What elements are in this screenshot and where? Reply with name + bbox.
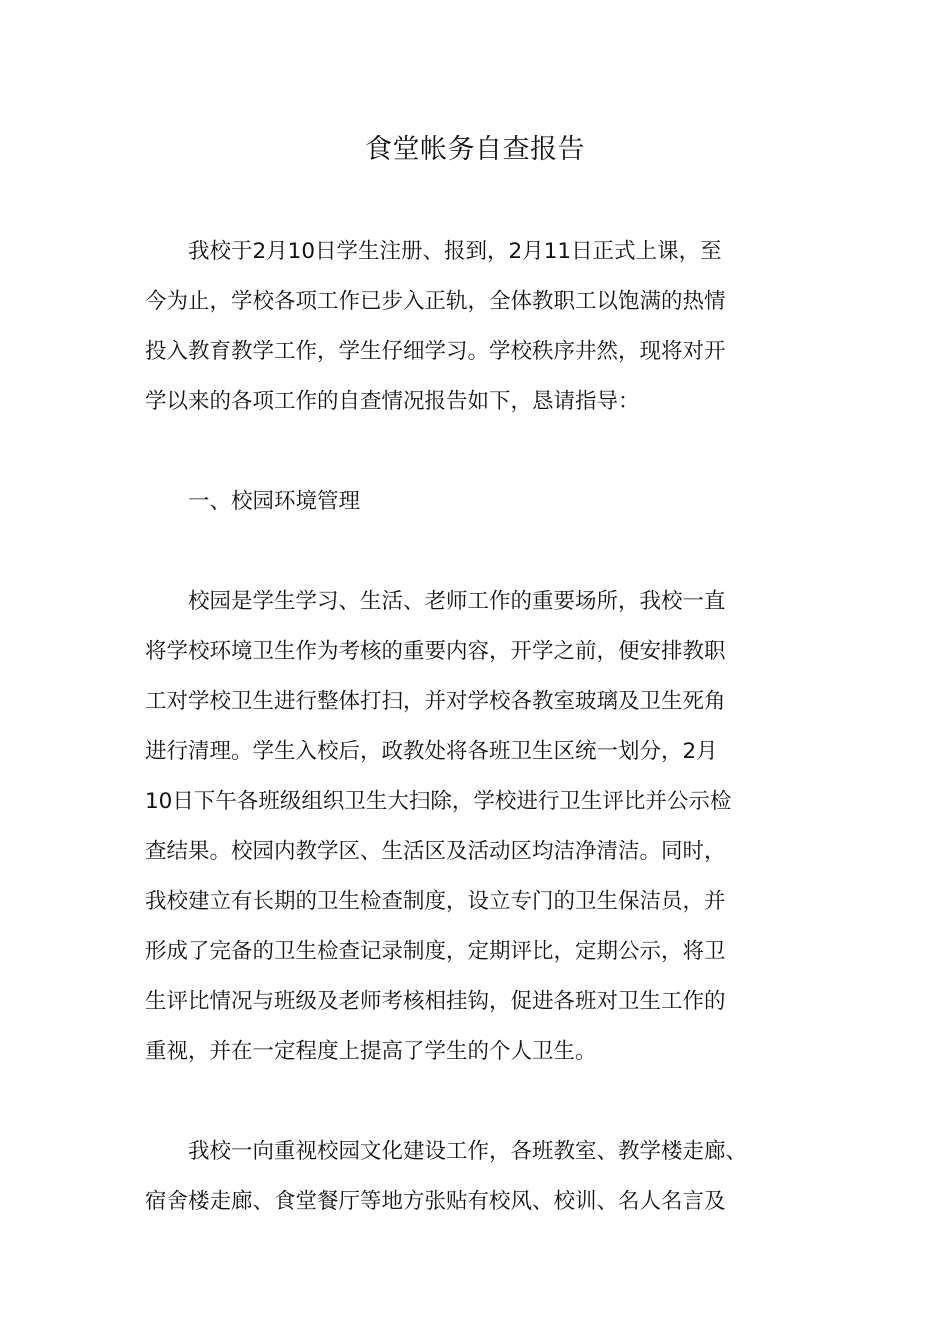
paragraph-line: 10日下午各班级组织卫生大扫除，学校进行卫生评比并公示检: [145, 789, 732, 814]
paragraph-line: 宿舍楼走廊、食堂餐厅等地方张贴有校风、校训、名人名言及: [145, 1189, 726, 1214]
paragraph-line: 将学校环境卫生作为考核的重要内容，开学之前，便安排教职: [145, 639, 726, 664]
paragraph-line: 校园是学生学习、生活、老师工作的重要场所，我校一直: [188, 589, 726, 614]
section-heading: [145, 477, 815, 527]
paragraph-line: 投入教育教学工作，学生仔细学习。学校秩序井然，现将对开: [145, 339, 726, 364]
paragraph-line: 工对学校卫生进行整体打扫，并对学校各教室玻璃及卫生死角: [145, 689, 726, 714]
paragraph-gap: [145, 427, 815, 477]
paragraph-line: 重视，并在一定程度上提高了学生的个人卫生。: [145, 1039, 597, 1064]
paragraph-line: 进行清理。学生入校后，政教处将各班卫生区统一划分，2月: [145, 739, 718, 764]
paragraph-gap: [145, 1077, 815, 1127]
paragraph-line: 我校于2月10日学生注册、报到，2月11日正式上课，至: [188, 239, 722, 264]
paragraph-gap: [145, 527, 815, 577]
document-title: 食堂帐务自查报告: [365, 134, 585, 165]
section-heading-text: 一、校园环境管理: [188, 489, 361, 514]
paragraph-line: 形成了完备的卫生检查记录制度，定期评比，定期公示，将卫: [145, 939, 726, 964]
paragraph-campus: [145, 577, 815, 627]
paragraph-line: 我校建立有长期的卫生检查制度，设立专门的卫生保洁员，并: [145, 889, 726, 914]
paragraph-culture: [145, 1127, 815, 1177]
paragraph-intro: [145, 227, 815, 277]
paragraph-line: 查结果。校园内教学区、生活区及活动区均洁净清洁。同时，: [145, 839, 726, 864]
paragraph-line: 生评比情况与班级及老师考核相挂钩，促进各班对卫生工作的: [145, 989, 726, 1014]
document-body: [145, 227, 815, 1227]
paragraph-line: 学以来的各项工作的自查情况报告如下，恳请指导：: [145, 389, 640, 414]
paragraph-line: 我校一向重视校园文化建设工作，各班教室、教学楼走廊、: [188, 1139, 748, 1164]
paragraph-line: 今为止，学校各项工作已步入正轨，全体教职工以饱满的热情: [145, 289, 726, 314]
